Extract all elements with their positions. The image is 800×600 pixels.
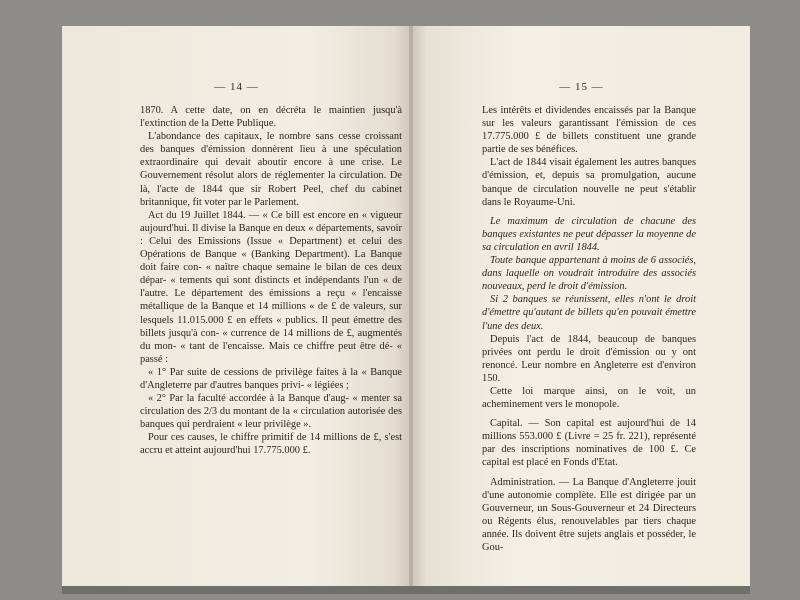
paragraph: Pour ces causes, le chiffre primitif de 14 millions de £, s'est accru et atteint aujourd'hui 17.775.000 £. bbox=[140, 432, 402, 457]
paragraph: Les intérêts et dividendes encaissés par la Banque sur les valeurs garantissant l'émission de ces 17.775.000 £ de billets constituent une grande partie de ses bénéfices. bbox=[482, 105, 696, 156]
paragraph: « 1° Par suite de cessions de privilège faites à la « Banque d'Angleterre par d'autres banques privi- « légiées ; bbox=[140, 366, 402, 391]
right-page-text bbox=[482, 104, 696, 554]
paragraph: L'abondance des capitaux, le nombre sans cesse croissant des banques d'émission donnèrent lieu à une spéculation extraordinaire qui devait aboutir encore à une crise. Le Gouvernement résolut alors de réglementer la circulation. De là, l'acte de 1844 que sir Robert Peel, chef du cabinet britannique, fit voter par le Parlement. bbox=[140, 131, 402, 208]
paragraph: Capital. — Son capital est aujourd'hui de 14 millions 553.000 £ (Livre = 25 fr. 221), représenté par des inscriptions nominatives de 100 £. Ce capital est placé en Fonds d'Etat. bbox=[482, 418, 696, 469]
paragraph: 1870. A cette date, on en décréta le maintien jusqu'à l'extinction de la Dette Publique. bbox=[140, 105, 402, 130]
paragraph: « 2° Par la faculté accordée à la Banque d'aug- « menter sa circulation des 2/3 du montant de la « circulation autorisée des banques qui perdraient « leur privilège ». bbox=[140, 393, 402, 431]
right-page bbox=[413, 26, 750, 586]
italic-paragraph: Si 2 banques se réunissent, elles n'ont le droit d'émettre qu'autant de billets qu'en pouvait émettre l'une des deux. bbox=[482, 294, 696, 332]
paragraph: Depuis l'act de 1844, beaucoup de banques privées ont perdu le droit d'émission ou y ont renoncé. Leur nombre en Angleterre est d'environ 150. bbox=[482, 333, 696, 384]
right-page-number: — 15 — bbox=[559, 81, 604, 93]
paragraph: Cette loi marque ainsi, on le voit, un acheminement vers le monopole. bbox=[482, 385, 696, 411]
paragraph: Act du 19 Juillet 1844. — « Ce bill est encore en « vigueur aujourd'hui. Il divise la Banque en deux « départements, savoir : Celui des Emissions (Issue « Department) et celui des Opérations de Banque « (Banking Department). La Banque doit faire con- « naître chaque semaine le bilan de ces deux dépar- « tements qui sont distincts et indépendants l'un « de l'autre. Le département des émissions a reçu « l'encaisse métallique de la Banque et 14 millions « de £ de valeurs, sur lesquels 11.015.000 £ en effets « publics. Il peut émettre des billets jusqu'à con- « currence de 14 millions de £, augmentés du mon- « tant de l'encaisse. Mais ce chiffre peut être dé- « passé : bbox=[140, 209, 402, 365]
paragraph: Administration. — La Banque d'Angleterre jouit d'une autonomie complète. Elle est dirigée par un Gouverneur, un Sous-Gouverneur et 24 Directeurs ou Régents élus, renouvelables par tiers chaque année. Ils doivent être sujets anglais et posséder, le Gou- bbox=[482, 476, 696, 553]
paragraph: L'act de 1844 visait également les autres banques d'émission, et, depuis sa promulgation, aucune banque de circulation nouvelle ne peut s'établir dans le Royaume-Uni. bbox=[482, 157, 696, 208]
italic-paragraph: Le maximum de circulation de chacune des banques existantes ne peut dépasser la moyenne de sa circulation en avril 1844. bbox=[482, 215, 696, 253]
left-page-number: — 14 — bbox=[214, 81, 259, 93]
left-page bbox=[62, 26, 411, 586]
left-page-text bbox=[140, 104, 402, 458]
open-book bbox=[62, 26, 750, 594]
italic-paragraph: Toute banque appartenant à moins de 6 associés, dans laquelle on voudrait introduire des associés nouveaux, perd le droit d'émission. bbox=[482, 255, 696, 293]
